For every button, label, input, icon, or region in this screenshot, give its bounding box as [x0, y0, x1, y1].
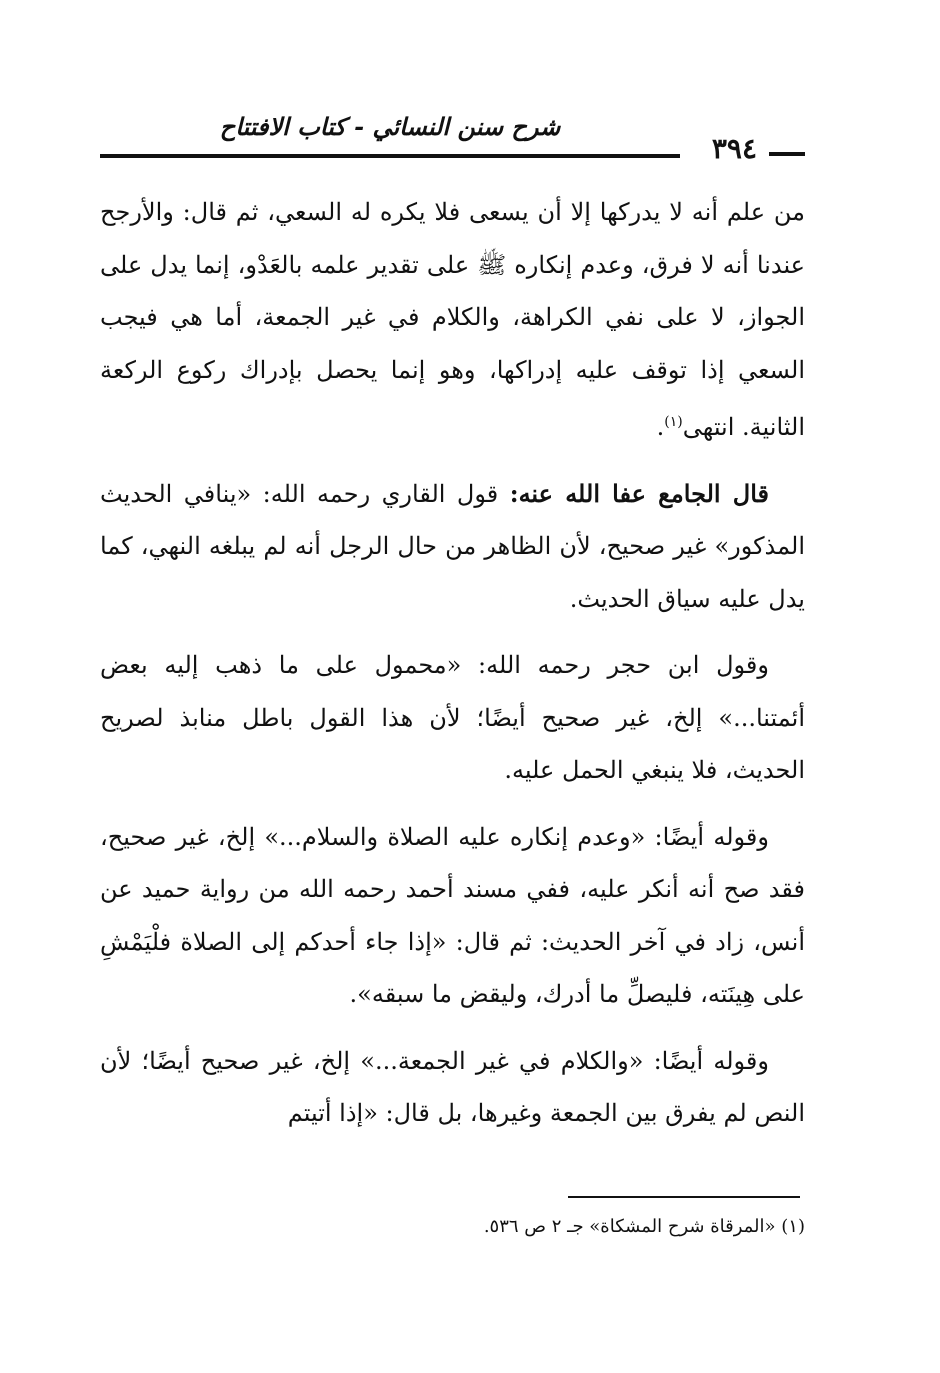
paragraph [100, 811, 805, 1021]
paragraph [100, 639, 805, 797]
running-title: شرح سنن النسائي - كتاب الافتتاح [219, 112, 561, 141]
page-number-dash [769, 152, 805, 156]
paragraph-text: وقوله أيضًا: «وعدم إنكاره عليه الصلاة والسلام...» إلخ، غير صحيح، فقد صح أنه أنكر عليه، ففي مسند أحمد رحمه الله من رواية حميد عن أنس، زاد في آخر الحديث: ثم قال: «إذا جاء أحدكم إلى الصلاة فلْيَمْشِ على هِينَته، فليصلِّ ما أدرك، وليقض ما سبقه». [100, 822, 805, 1008]
paragraph-text: من علم أنه لا يدركها إلا أن يسعى فلا يكره له السعي، ثم قال: والأرجح عندنا أنه لا فرق، وعدم إنكاره ﷺ على تقدير علمه بالعَدْو، إنما يدل على الجواز، لا على نفي الكراهة، والكلام في غير الجمعة، أما هي فيجب السعي إذا توقف عليه إدراكها، وهو إنما يحصل بإدراك ركوع الركعة الثانية. انتهى [100, 198, 806, 441]
paragraph-tail: . [656, 413, 665, 441]
page-header [100, 112, 805, 165]
page-number: ٣٩٤ [711, 132, 757, 165]
header-rule [100, 154, 680, 158]
footnote: (١) «المرقاة شرح المشكاة» جـ ٢ ص ٥٣٦. [483, 1216, 805, 1237]
paragraph-text: وقول ابن حجر رحمه الله: «محمول على ما ذهب إليه بعض أئمتنا...» إلخ، غير صحيح أيضًا؛ لأن هذا القول باطل منابذ لصريح الحديث، فلا ينبغي الحمل عليه. [100, 651, 805, 784]
paragraph [100, 1035, 805, 1140]
footnote-marker: (١) [664, 414, 683, 430]
paragraph-text: وقوله أيضًا: «والكلام في غير الجمعة...» إلخ، غير صحيح أيضًا؛ لأن النص لم يفرق بين الجمعة وغيرها، بل قال: «إذا أتيتم [100, 1046, 805, 1127]
paragraph-lead: قال الجامع عفا الله عنه: [509, 478, 769, 508]
paragraph-text: قول القاري رحمه الله: «ينافي الحديث المذكور» غير صحيح، لأن الظاهر من حال الرجل أنه لم يبلغه النهي، كما يدل عليه سياق الحديث. [100, 479, 805, 613]
main-text [100, 186, 805, 1154]
footnote-rule [568, 1196, 800, 1198]
paragraph [100, 186, 805, 454]
paragraph [100, 468, 805, 626]
